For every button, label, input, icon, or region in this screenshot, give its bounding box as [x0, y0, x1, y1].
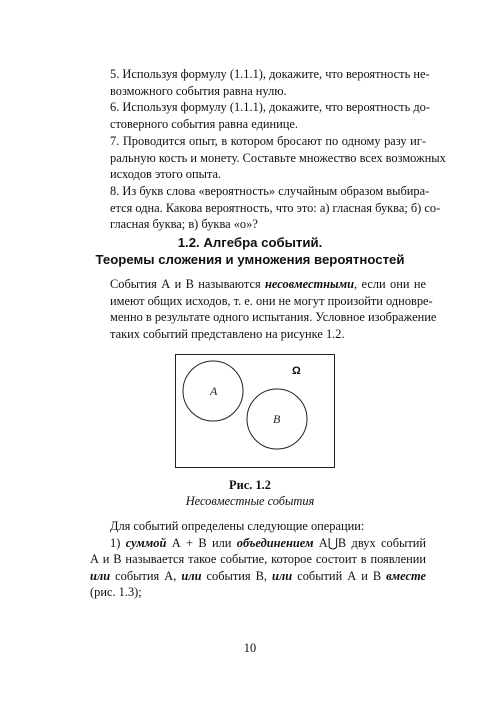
term-incompatible: несовместными: [265, 277, 355, 291]
term-union: объединением: [236, 535, 314, 550]
operations-line-5: (рис. 1.3);: [90, 585, 142, 600]
exercise-7-line-3: исходов этого опыта.: [110, 167, 222, 182]
figure-caption-text: Несовместные события: [185, 494, 315, 508]
exercise-5-line-2: возможного события равна нулю.: [110, 83, 287, 98]
figure-caption-title: Рис. 1.2: [229, 478, 271, 492]
intro-line-4: таких событий представлено на рисунке 1.2.: [110, 326, 345, 341]
term-or: или: [272, 568, 293, 583]
operations-text: событий А и В: [292, 568, 387, 583]
venn-diagram-figure: [175, 354, 335, 468]
exercise-6-line-2: стоверного события равна единице.: [110, 116, 299, 131]
intro-line-2: имеют общих исходов, т. е. они не могут произойти одновре-: [110, 293, 433, 308]
intro-text: , если они не: [354, 277, 427, 291]
operations-line-2: [90, 535, 426, 552]
omega-label: Ω: [292, 365, 301, 377]
exercise-8-line-3: гласная буква; в) буква «о»?: [110, 217, 258, 232]
section-title-line-2: Теоремы сложения и умножения вероятностей: [95, 252, 405, 267]
operations-continuation: [90, 551, 426, 601]
page-number: 10: [243, 641, 257, 655]
operations-text: 1): [110, 535, 126, 550]
exercise-5-line-1: 5. Используя формулу (1.1.1), докажите, что вероятность не-: [110, 67, 430, 81]
intro-paragraph: [90, 276, 437, 342]
operations-text: А + В или: [166, 535, 237, 550]
event-b-label: B: [273, 412, 281, 426]
exercise-8-line-2: ется одна. Какова вероятность, что это: а) гласная буква; б) со-: [110, 200, 441, 215]
term-sum: суммой: [125, 535, 167, 550]
operations-line-4: [90, 568, 426, 585]
exercise-7-line-1: 7. Проводится опыт, в котором бросают по одному разу иг-: [110, 134, 426, 148]
exercise-8-line-1: 8. Из букв слова «вероятность» случайным образом выбира-: [110, 184, 430, 198]
exercise-6: [90, 99, 430, 132]
operations-text: события В,: [201, 568, 273, 583]
intro-line-3: менно в результате одного испытания. Условное изображение: [110, 310, 437, 325]
operations-line-3: А и В называется такое событие, которое состоит в появлении: [90, 552, 426, 566]
exercise-7: [90, 133, 446, 183]
term-together: вместе: [386, 568, 426, 583]
operations-text: события А,: [110, 568, 182, 583]
event-a-label: A: [210, 384, 218, 398]
section-heading: [60, 234, 440, 268]
intro-line-1: [90, 276, 426, 293]
exercise-8: [90, 183, 441, 233]
operations-text: А⋃В двух событий: [313, 535, 427, 550]
intro-text: События А и В называются: [110, 277, 266, 291]
term-or: или: [181, 568, 202, 583]
term-or: или: [90, 568, 111, 583]
venn-diagram: [176, 355, 334, 467]
exercise-5: [90, 66, 430, 99]
section-title-line-1: 1.2. Алгебра событий.: [177, 235, 323, 250]
operations-line-1: Для событий определены следующие операции:: [110, 519, 365, 533]
exercise-7-line-2: ральную кость и монету. Составьте множество всех возможных: [110, 150, 446, 165]
operations-paragraph: [90, 518, 426, 551]
exercise-6-line-1: 6. Используя формулу (1.1.1), докажите, что вероятность до-: [110, 100, 430, 114]
